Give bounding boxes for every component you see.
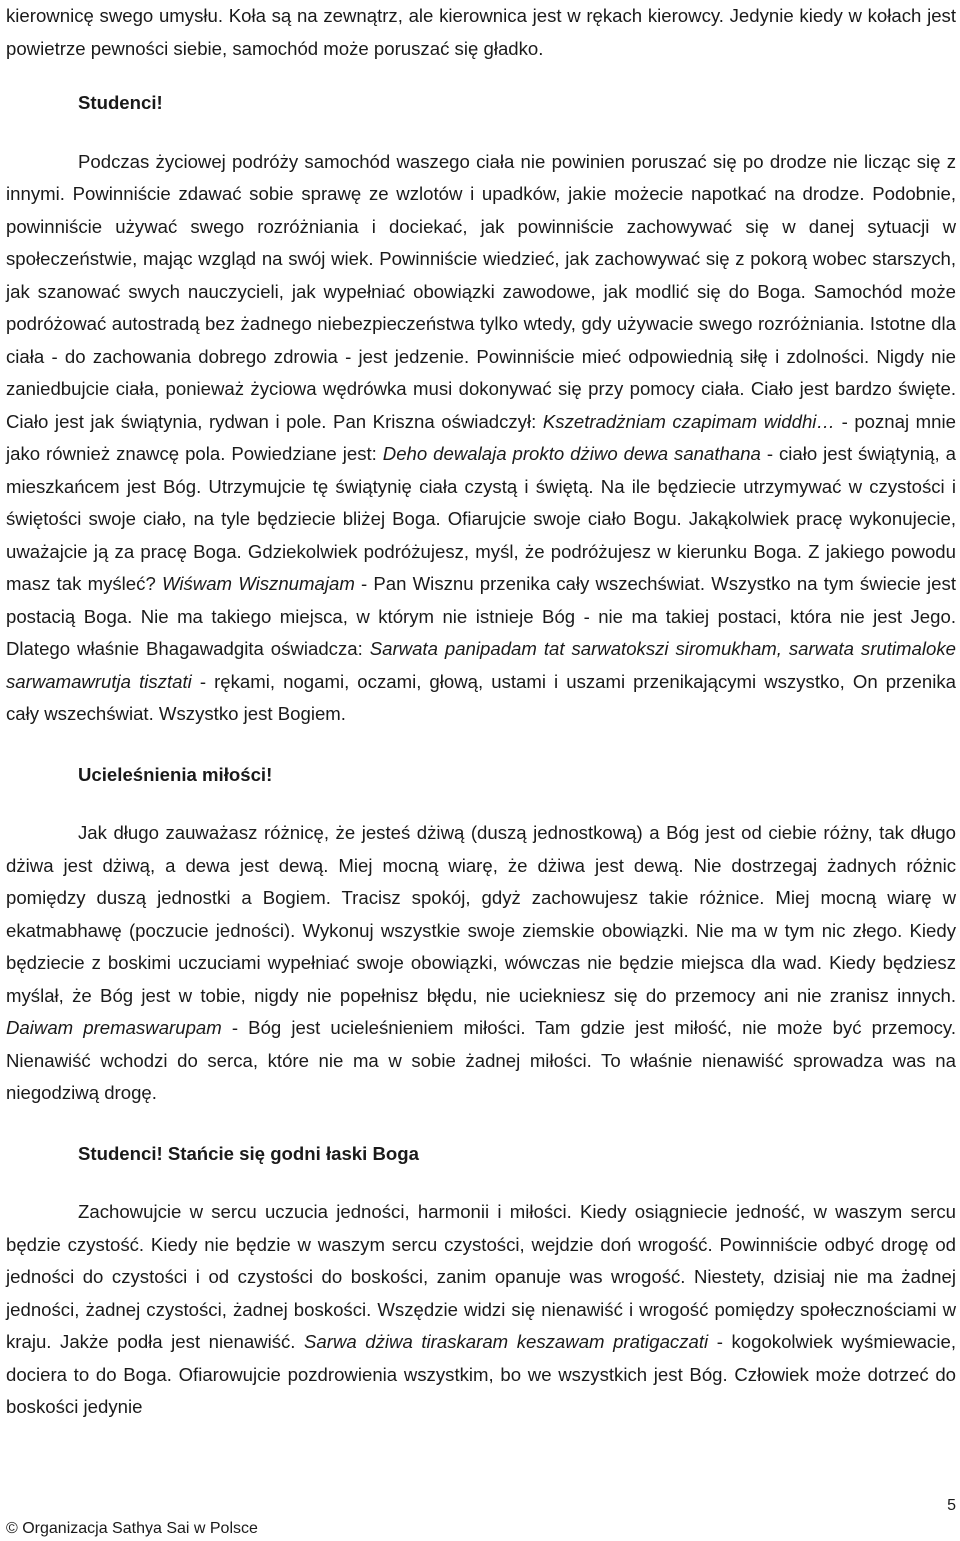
sanskrit-quote: Sarwa dżiwa tiraskaram keszawam pratigaczati: [304, 1331, 709, 1352]
page-number: 5: [947, 1497, 956, 1514]
paragraph-journey: Podczas życiowej podróży samochód waszego ciała nie powinien poruszać się po drodze nie licząc się z innymi. Powinniście zdawać sobie sprawę ze wzlotów i upadków, jakie możecie napotkać na drodze. Podobnie, powinniście używać swego rozróżniania i dociekać, jak powinniście zachowywać się w danej sytuacji w społeczeństwie, mając wzgląd na swój wiek. Powinniście wiedzieć, jak zachowywać się z pokorą wobec starszych, jak szanować swych nauczycieli, jak wypełniać obowiązki zawodowe, jak modlić się do Boga. Samochód może podróżować autostradą bez żadnego niebezpieczeństwa tylko wtedy, gdy używacie swego rozróżniania. Istotne dla ciała - do zachowania dobrego zdrowia - jest jedzenie. Powinniście mieć odpowiednią siłę i zdolności. Nigdy nie zaniedbujcie ciała, ponieważ życiowa wędrówka musi dokonywać się przy pomocy ciała. Ciało jest bardzo święte. Ciało jest jak świątynia, rydwan i pole. Pan Kriszna oświadczył: Kszetradżniam czapimam widdhi… - poznaj mnie jako również znawcę pola. Powiedziane jest: Deho dewalaja prokto dżiwo dewa sanathana - ciało jest świątynią, a mieszkańcem jest Bóg. Utrzymujcie tę świątynię ciała czystą i świętą. Na ile będziecie utrzymywać w czystości i świętości swoje ciało, na tyle będziecie bliżej Boga. Ofiarujcie swoje ciało Bogu. Jakąkolwiek pracę wykonujecie, uważajcie ją za pracę Boga. Gdziekolwiek podróżujesz, myśl, że podróżujesz w kierunku Boga. Z jakiego powodu masz tak myśleć? Wiśwam Wisznumajam - Pan Wisznu przenika cały wszechświat. Wszystko na tym świecie jest postacią Boga. Nie ma takiego miejsca, w którym nie istnieje Bóg - nie ma takiej postaci, która nie jest Jego. Dlatego właśnie Bhagawadgita oświadcza: Sarwata panipadam tat sarwatokszi siromukham, sarwata srutimaloke sarwamawrutja tisztati - rękami, nogami, oczami, głową, ustami i uszami przenikającymi wszystko, On przenika cały wszechświat. Wszystko jest Bogiem.: [6, 150, 956, 724]
sanskrit-quote: Sarwata panipadam tat sarwatokszi siromukham, sarwata srutimaloke sarwamawrutja tisztati: [6, 638, 956, 692]
heading-students: Studenci!: [78, 92, 163, 113]
intro-paragraph: [6, 0, 956, 65]
sanskrit-quote: Deho dewalaja prokto dżiwo dewa sanathana: [382, 443, 761, 464]
footer-copyright: © Organizacja Sathya Sai w Polsce: [6, 1520, 258, 1537]
sanskrit-quote: Kszetradżniam czapimam widdhi…: [542, 410, 836, 432]
sanskrit-quote: Wiśwam Wisznumajam: [161, 573, 355, 594]
heading-grace-of-god: Studenci! Stańcie się godni łaski Boga: [78, 1142, 419, 1164]
intro-text: kierownicę swego umysłu. Koła są na zewnątrz, ale kierownica jest w rękach kierowcy. Jedynie kiedy w kołach jest powietrze pewności siebie, samochód może poruszać się gładko.: [6, 5, 956, 59]
paragraph-unity: Zachowujcie w sercu uczucia jedności, harmonii i miłości. Kiedy osiągniecie jedność, w waszym sercu będzie czystość. Kiedy nie będzie w waszym sercu czystości, wejdzie doń wrogość. Powinniście odbyć drogę od jedności do czystości i od czystości do boskości, zanim opanuje was wrogość. Niestety, dzisiaj nie ma żadnej jedności, żadnej czystości, żadnej boskości. Wszędzie widzi się nienawiść i wrogość pomiędzy społecznościami w kraju. Jakże podła jest nienawiść. Sarwa dżiwa tiraskaram keszawam pratigaczati - kogokolwiek wyśmiewacie, dociera to do Boga. Ofiarowujcie pozdrowienia wszystkim, bo we wszystkich jest Bóg. Człowiek może dotrzeć do boskości jedynie: [6, 1201, 956, 1417]
heading-embodiments-of-love: Ucieleśnienia miłości!: [78, 763, 273, 785]
document-page: [6, 0, 956, 1424]
sanskrit-quote: Daiwam premaswarupam: [6, 1017, 222, 1038]
paragraph-oneness: Jak długo zauważasz różnicę, że jesteś dżiwą (duszą jednostkową) a Bóg jest od ciebie różny, tak długo dżiwa jest dżiwą, a dewa jest dewą. Miej mocną wiarę, że dżiwa jest dewą. Nie dostrzegaj żadnych różnic pomiędzy duszą jednostki a Bogiem. Tracisz spokój, gdyż zachowujesz takie różnice. Miej mocną wiarę w ekatmabhawę (poczucie jedności). Wykonuj wszystkie swoje ziemskie obowiązki. Nie ma w tym nic złego. Kiedy będziecie z boskimi uczuciami wypełniać swoje obowiązki, wówczas nie będzie miejsca dla wad. Kiedy będziesz myślał, że Bóg jest w tobie, nigdy nie popełnisz błędu, nie uciekniesz się do przemocy ani nie zranisz innych. Daiwam premaswarupam - Bóg jest ucieleśnieniem miłości. Tam gdzie jest miłość, nie może być przemocy. Nienawiść wchodzi do serca, które nie ma w sobie żadnej miłości. To właśnie nienawiść sprowadza was na niegodziwą drogę.: [6, 822, 957, 1103]
